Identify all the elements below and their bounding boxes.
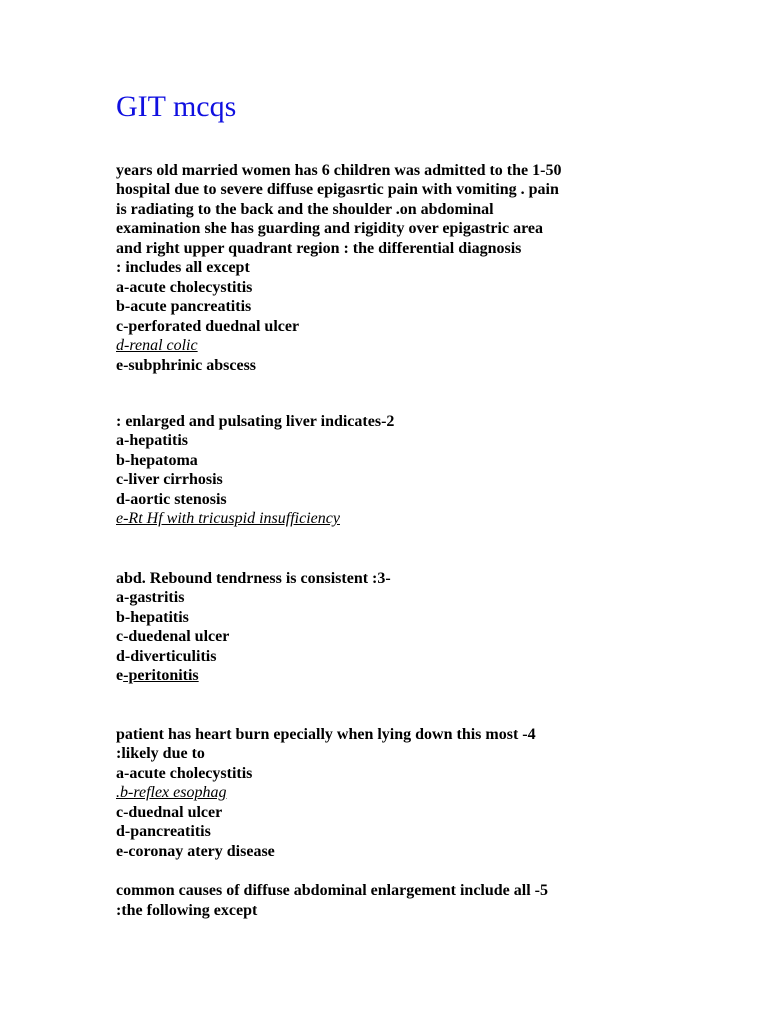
q1-option-e: e-subphrinic abscess <box>116 357 257 374</box>
q1-answer-text: d-renal colic <box>116 337 198 354</box>
q1-option-a: a-acute cholecystitis <box>116 279 253 296</box>
q1-text-line-2: hospital due to severe diffuse epigasrtic pain with vomiting . pain <box>116 181 559 198</box>
q3-option-a: a-gastritis <box>116 589 185 606</box>
q3-option-b: b-hepatitis <box>116 609 189 626</box>
q2-option-a: a-hepatitis <box>116 432 188 449</box>
q3-answer-text: -peritonitis <box>123 667 199 684</box>
q1-text-line-6: : includes all except <box>116 259 250 276</box>
q4-option-e: e-coronay atery disease <box>116 843 275 860</box>
q3-text-line-1: abd. Rebound tendrness is consistent :3- <box>116 570 391 587</box>
q1-option-c: c-perforated duednal ulcer <box>116 318 300 335</box>
q3-option-d: d-diverticulitis <box>116 648 217 665</box>
q4-text-line-2: :likely due to <box>116 745 205 762</box>
q1-text-line-5: and right upper quadrant region : the differential diagnosis <box>116 240 522 257</box>
q1-text-line-3: is radiating to the back and the shoulder .on abdominal <box>116 201 494 218</box>
q2-option-c: c-liver cirrhosis <box>116 471 223 488</box>
document-title: GIT mcqs <box>116 90 237 123</box>
q3-option-e-prefix: e <box>116 667 124 684</box>
q2-text-line-1: : enlarged and pulsating liver indicates-2 <box>116 413 395 430</box>
q1-option-b: b-acute pancreatitis <box>116 298 252 315</box>
q1-text-line-1: years old married women has 6 children was admitted to the 1-50 <box>116 162 562 179</box>
q3-option-c: c-duedenal ulcer <box>116 628 230 645</box>
q4-option-b-answer <box>116 783 226 803</box>
q4-text-line-1: patient has heart burn epecially when lying down this most -4 <box>116 726 536 743</box>
q1-text-line-4: examination she has guarding and rigidity over epigastric area <box>116 220 543 237</box>
q2-option-d: d-aortic stenosis <box>116 491 227 508</box>
q2-option-b: b-hepatoma <box>116 452 198 469</box>
q5-text-line-2: :the following except <box>116 902 258 919</box>
q4-option-a: a-acute cholecystitis <box>116 765 253 782</box>
q3-option-e-answer <box>116 666 199 686</box>
q2-option-e-answer <box>116 509 340 529</box>
q2-answer-text: e-Rt Hf with tricuspid insufficiency <box>116 510 340 527</box>
q5-text-line-1: common causes of diffuse abdominal enlargement include all -5 <box>116 882 548 899</box>
q1-option-d-answer <box>116 336 198 356</box>
q4-answer-text: .b-reflex esophag <box>116 784 227 801</box>
q4-option-d: d-pancreatitis <box>116 823 211 840</box>
q4-option-c: c-duednal ulcer <box>116 804 223 821</box>
